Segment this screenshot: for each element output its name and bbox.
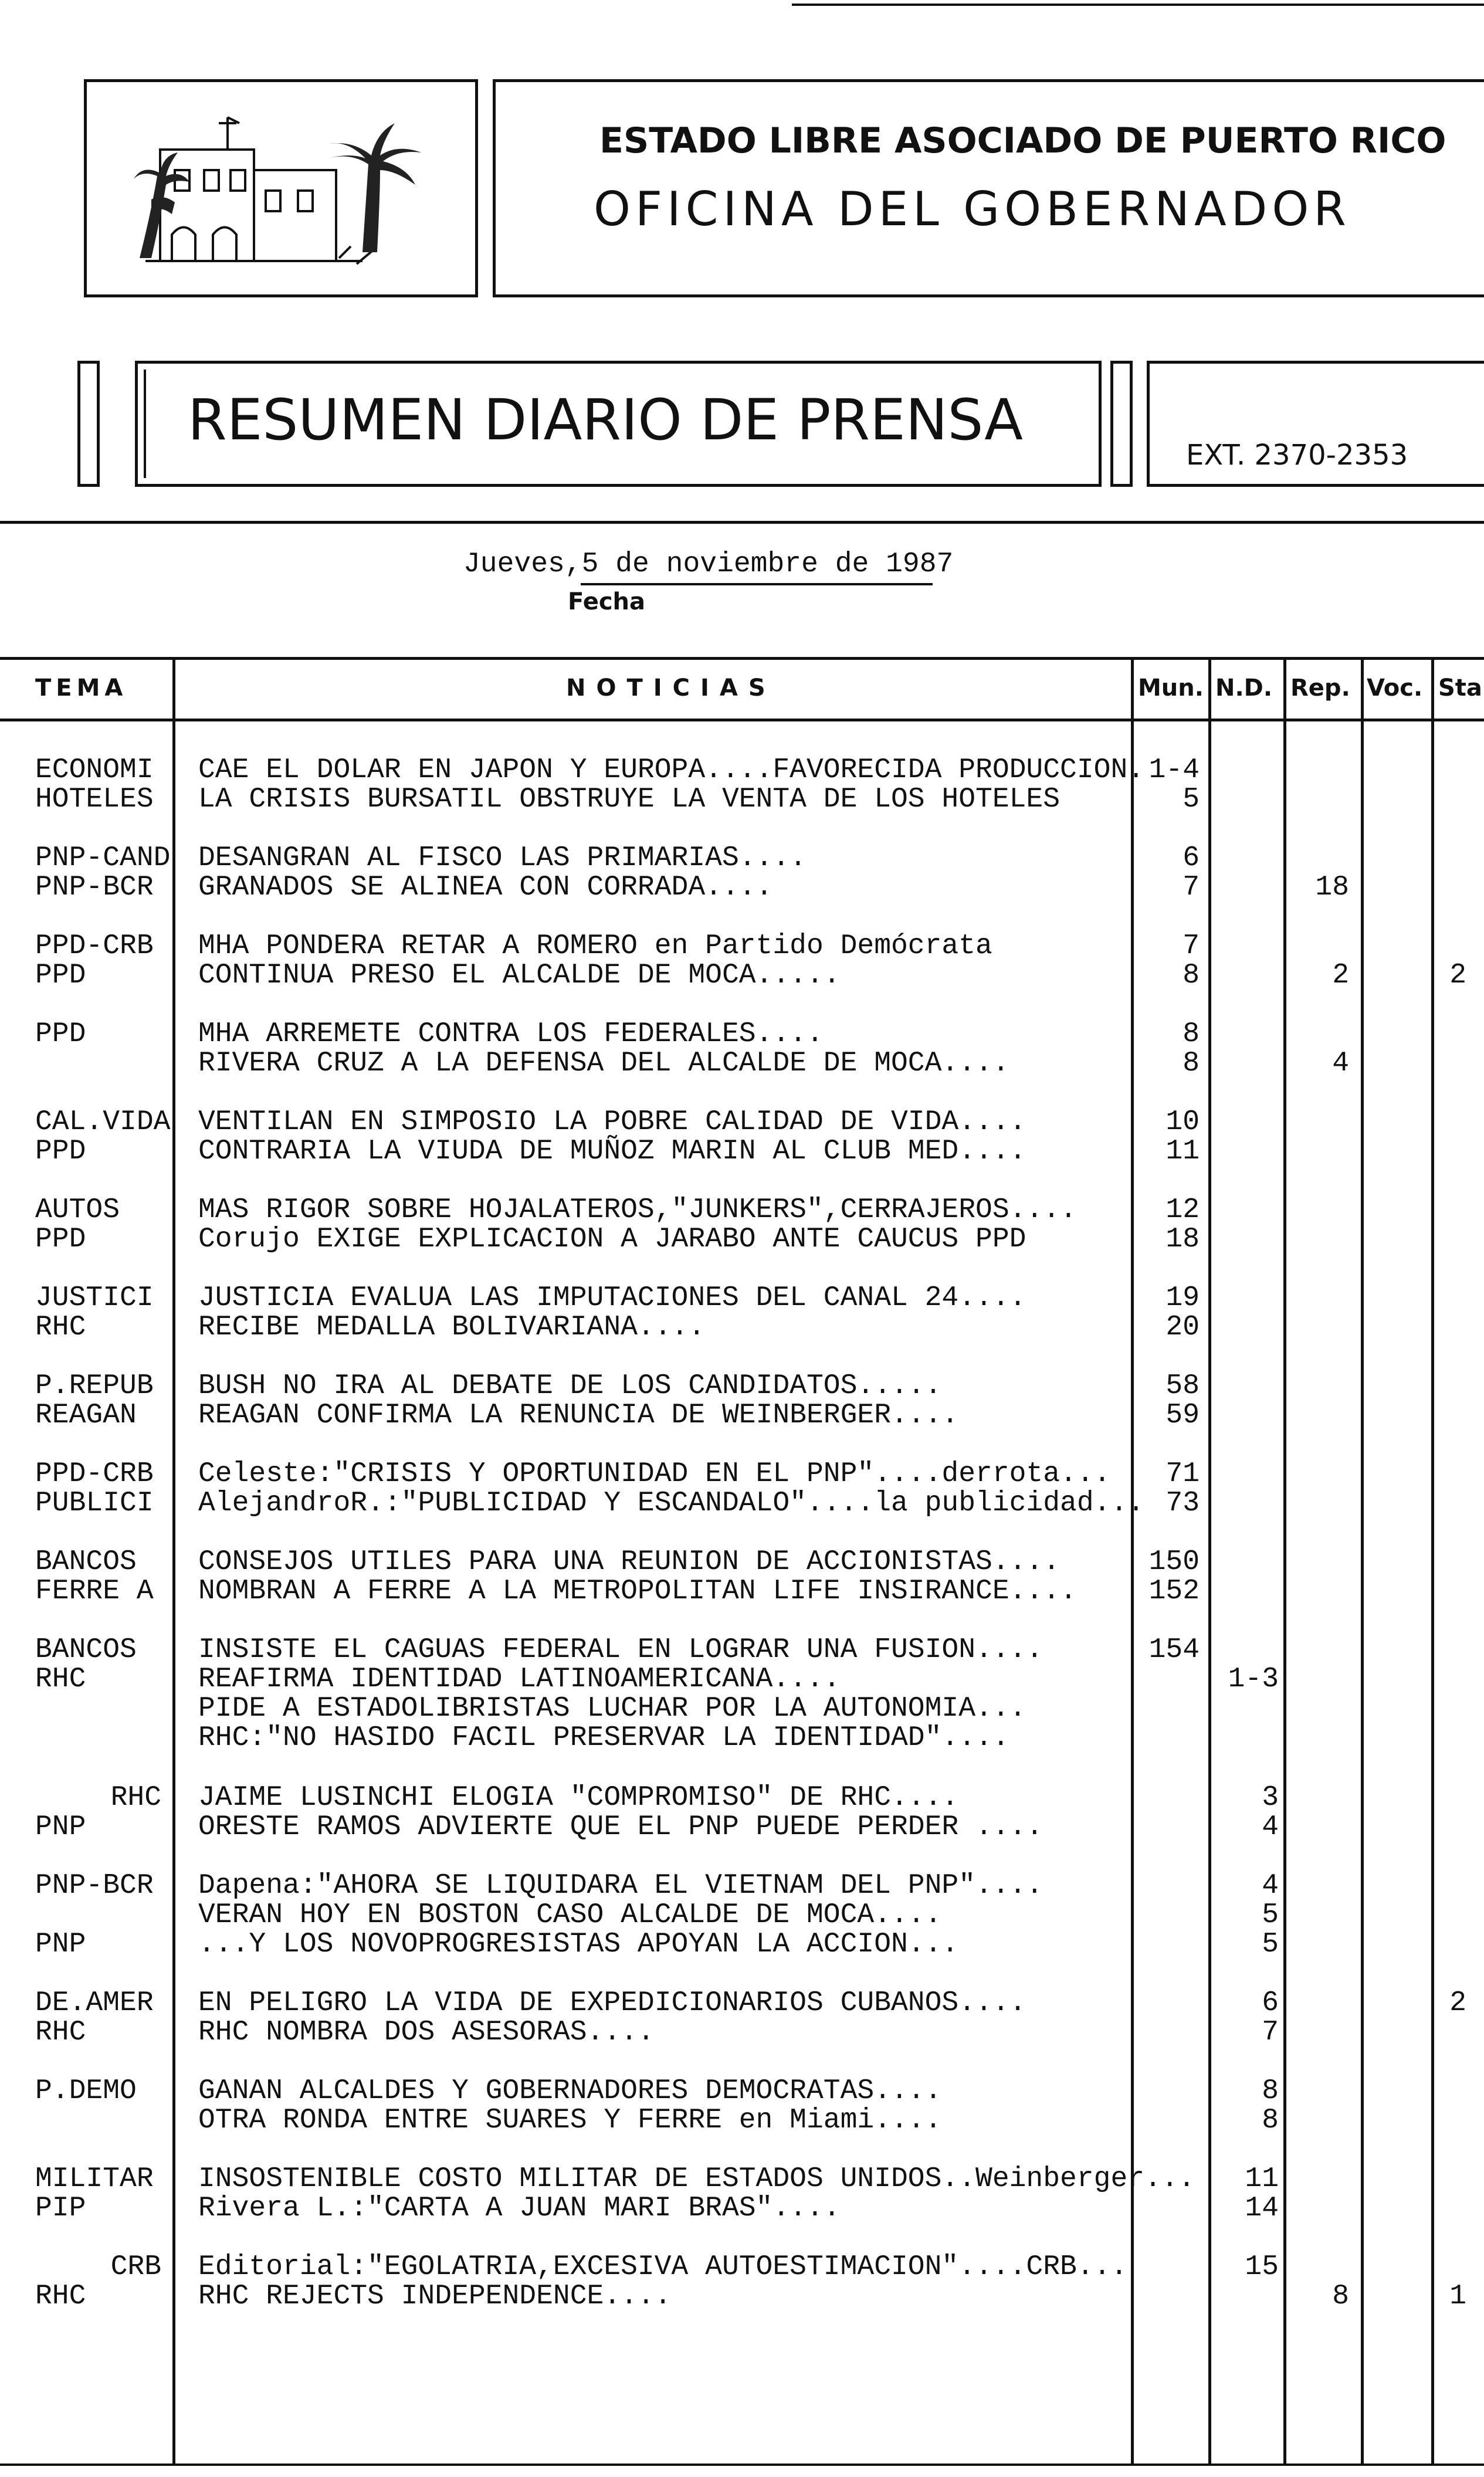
entry-tema: JUSTICI [35,1283,154,1313]
entry-tema: P.REPUB [35,1371,154,1401]
entry-rep-page: 8 [1262,2105,1279,2136]
entry-headline: LA CRISIS BURSATIL OBSTRUYE LA VENTA DE LOS HOTELES [198,784,1061,815]
entry-tema: BANCOS [35,1547,137,1577]
entry-nd-page: 7 [1183,930,1200,962]
entry-headline: INSISTE EL CAGUAS FEDERAL EN LOGRAR UNA FUSION.... [198,1634,1043,1666]
entry-headline: Rivera L.:"CARTA A JUAN MARI BRAS".... [198,2193,841,2224]
entry-tema: PNP [35,1812,86,1842]
entry-nd-page: 11 [1165,1136,1200,1167]
entry-headline: EN PELIGRO LA VIDA DE EXPEDICIONARIOS CUBANOS.... [198,1987,1026,2019]
header-nd: N.D. [1215,675,1273,702]
col-divider-voc [1361,657,1364,2464]
entry-tema: BANCOS [35,1635,137,1665]
entry-tema: CRB [110,2251,161,2283]
entry-tema: RHC [110,1782,161,1814]
entry-headline: RHC REJECTS INDEPENDENCE.... [198,2281,672,2312]
entry-rep-page: 6 [1262,1987,1279,2019]
entry-rep-page: 5 [1262,1899,1279,1931]
date-underline [581,583,933,585]
entry-headline: CONTINUA PRESO EL ALCALDE DE MOCA..... [198,960,841,991]
entry-nd-page: 152 [1148,1575,1200,1607]
entry-tema: FERRE A [35,1577,154,1606]
entry-nd-page: 59 [1165,1400,1200,1431]
entry-headline: VERAN HOY EN BOSTON CASO ALCALDE DE MOCA.... [198,1899,942,1931]
date-value: Jueves,5 de noviembre de 1987 [463,548,954,580]
office-name: OFICINA DEL GOBERNADOR [594,182,1351,236]
entry-tema: MILITAR [35,2164,154,2194]
header-noticias: NOTICIAS [566,675,776,702]
entry-sta-page: 1 [1449,2281,1466,2312]
entry-headline: INSOSTENIBLE COSTO MILITAR DE ESTADOS UNIDOS..Weinberger... [198,2163,1195,2195]
entry-tema: CAL.VIDA [35,1107,171,1137]
entry-headline: Dapena:"AHORA SE LIQUIDARA EL VIETNAM DEL PNP".... [198,1870,1043,1902]
entry-tema: PPD-CRB [35,1459,154,1489]
entry-tema: RHC [35,2282,86,2311]
entry-voc-page: 8 [1332,2281,1349,2312]
entry-headline: RIVERA CRUZ A LA DEFENSA DEL ALCALDE DE MOCA.... [198,1048,1009,1079]
entry-nd-page: 19 [1165,1282,1200,1314]
entry-tema: PPD-CRB [35,931,154,961]
entry-headline: NOMBRAN A FERRE A LA METROPOLITAN LIFE INSIRANCE.... [198,1575,1077,1607]
entry-tema: PUBLICI [35,1489,154,1518]
entry-nd-page: 1-4 [1148,754,1200,786]
title-inner-rule [144,370,146,478]
header-separator [0,521,1484,524]
entry-nd-page: 5 [1183,784,1200,815]
left-bar-1 [77,361,100,487]
entry-tema: PNP-BCR [35,873,154,902]
entry-sta-page: 2 [1449,960,1466,991]
entry-rep-page: 11 [1245,2163,1279,2195]
entry-nd-page: 58 [1165,1370,1200,1402]
header-tema: TEMA [35,675,128,702]
entry-tema: AUTOS [35,1195,120,1225]
entry-rep-page: 8 [1262,2075,1279,2107]
header-sta: Sta [1438,675,1482,702]
entry-nd-page: 73 [1165,1487,1200,1519]
entry-nd-page: 71 [1165,1458,1200,1490]
entry-tema: PNP [35,1930,86,1959]
entry-headline: OTRA RONDA ENTRE SUARES Y FERRE en Miami.... [198,2105,942,2136]
entry-nd-page: 7 [1183,872,1200,903]
entry-tema: PPD [35,961,86,990]
entry-headline: RECIBE MEDALLA BOLIVARIANA.... [198,1312,706,1343]
entry-voc-page: 18 [1315,872,1349,903]
entry-tema: PPD [35,1225,86,1254]
table-header-rule [0,719,1484,721]
entry-nd-page: 20 [1165,1312,1200,1343]
entry-voc-page: 2 [1332,960,1349,991]
entry-headline: MAS RIGOR SOBRE HOJALATEROS,"JUNKERS",CERRAJEROS.... [198,1194,1077,1226]
entry-rep-page: 4 [1262,1870,1279,1902]
entry-nd-page: 8 [1183,1048,1200,1079]
table-top-rule [0,657,1484,660]
extension-number: EXT. 2370-2353 [1186,439,1408,472]
entry-nd-page: 18 [1165,1224,1200,1255]
entry-tema: RHC [35,2018,86,2047]
fortaleza-logo [87,82,475,294]
entry-tema: ECONOMI [35,755,154,785]
entry-rep-page: 5 [1262,1929,1279,1960]
agency-name: ESTADO LIBRE ASOCIADO DE PUERTO RICO [599,120,1446,161]
entry-voc-page: 4 [1332,1048,1349,1079]
entry-rep-page: 7 [1262,2017,1279,2048]
entry-tema: RHC [35,1665,86,1694]
entry-headline: MHA PONDERA RETAR A ROMERO en Partido Demócrata [198,930,992,962]
entry-headline: CONTRARIA LA VIUDA DE MUÑOZ MARIN AL CLUB MED.... [198,1136,1026,1167]
entry-headline: JAIME LUSINCHI ELOGIA "COMPROMISO" DE RHC.... [198,1782,959,1814]
col-divider-nd [1208,657,1211,2464]
entry-headline: PIDE A ESTADOLIBRISTAS LUCHAR POR LA AUTONOMIA... [198,1693,1026,1724]
header-rep: Rep. [1290,675,1350,702]
entry-headline: Editorial:"EGOLATRIA,EXCESIVA AUTOESTIMACION"....CRB... [198,2251,1128,2283]
mid-bar [1110,361,1133,487]
entry-headline: REAGAN CONFIRMA LA RENUNCIA DE WEINBERGER.... [198,1400,959,1431]
entry-nd-page: 6 [1183,842,1200,874]
report-title: RESUMEN DIARIO DE PRENSA [188,387,1023,453]
entry-headline: GANAN ALCALDES Y GOBERNADORES DEMOCRATAS.... [198,2075,942,2107]
entry-headline: VENTILAN EN SIMPOSIO LA POBRE CALIDAD DE VIDA.... [198,1106,1026,1138]
entry-headline: CONSEJOS UTILES PARA UNA REUNION DE ACCIONISTAS.... [198,1546,1061,1578]
entry-headline: RHC NOMBRA DOS ASESORAS.... [198,2017,655,2048]
table-bottom-rule [0,2464,1484,2466]
entry-tema: PPD [35,1137,86,1166]
top-rule [792,4,1484,6]
date-label: Fecha [568,588,646,615]
entry-nd-page: 10 [1165,1106,1200,1138]
col-divider-rep [1283,657,1286,2464]
entry-tema: PNP-CAND [35,843,171,873]
entry-headline: DESANGRAN AL FISCO LAS PRIMARIAS.... [198,842,807,874]
entry-nd-page: 150 [1148,1546,1200,1578]
entry-tema: DE.AMER [35,1988,154,2018]
entry-headline: Celeste:"CRISIS Y OPORTUNIDAD EN EL PNP"....derrota... [198,1458,1111,1490]
entry-tema: REAGAN [35,1401,137,1430]
entry-sta-page: 2 [1449,1987,1466,2019]
entry-tema: RHC [35,1313,86,1342]
entry-headline: GRANADOS SE ALINEA CON CORRADA.... [198,872,773,903]
entry-headline: CAE EL DOLAR EN JAPON Y EUROPA....FAVORECIDA PRODUCCION. [198,754,1145,786]
entry-nd-page: 12 [1165,1194,1200,1226]
entry-tema: PPD [35,1019,86,1049]
entry-rep-page: 3 [1262,1782,1279,1814]
entry-tema: PIP [35,2194,86,2223]
entry-rep-page: 1-3 [1228,1663,1279,1695]
entry-nd-page: 8 [1183,960,1200,991]
entry-headline: ORESTE RAMOS ADVIERTE QUE EL PNP PUEDE PERDER .... [198,1811,1043,1843]
entry-tema: P.DEMO [35,2076,137,2106]
entry-rep-page: 4 [1262,1811,1279,1843]
col-divider-sta [1431,657,1434,2464]
entry-headline: MHA ARREMETE CONTRA LOS FEDERALES.... [198,1018,824,1050]
entry-headline: JUSTICIA EVALUA LAS IMPUTACIONES DEL CANAL 24.... [198,1282,1026,1314]
entry-rep-page: 15 [1245,2251,1279,2283]
entry-headline: Corujo EXIGE EXPLICACION A JARABO ANTE CAUCUS PPD [198,1224,1026,1255]
header-mun: Mun. [1138,675,1204,702]
entry-nd-page: 154 [1148,1634,1200,1666]
entry-headline: ...Y LOS NOVOPROGRESISTAS APOYAN LA ACCION... [198,1929,959,1960]
entry-tema: PNP-BCR [35,1871,154,1900]
entry-headline: REAFIRMA IDENTIDAD LATINOAMERICANA.... [198,1663,841,1695]
entry-rep-page: 14 [1245,2193,1279,2224]
header-voc: Voc. [1367,675,1423,702]
logo-box [84,79,478,297]
entry-headline: RHC:"NO HASIDO FACIL PRESERVAR LA IDENTIDAD".... [198,1722,1009,1754]
entry-headline: AlejandroR.:"PUBLICIDAD Y ESCANDALO"....la publicidad... [198,1487,1145,1519]
entry-tema: HOTELES [35,785,154,814]
entry-nd-page: 8 [1183,1018,1200,1050]
entry-headline: BUSH NO IRA AL DEBATE DE LOS CANDIDATOS..... [198,1370,942,1402]
